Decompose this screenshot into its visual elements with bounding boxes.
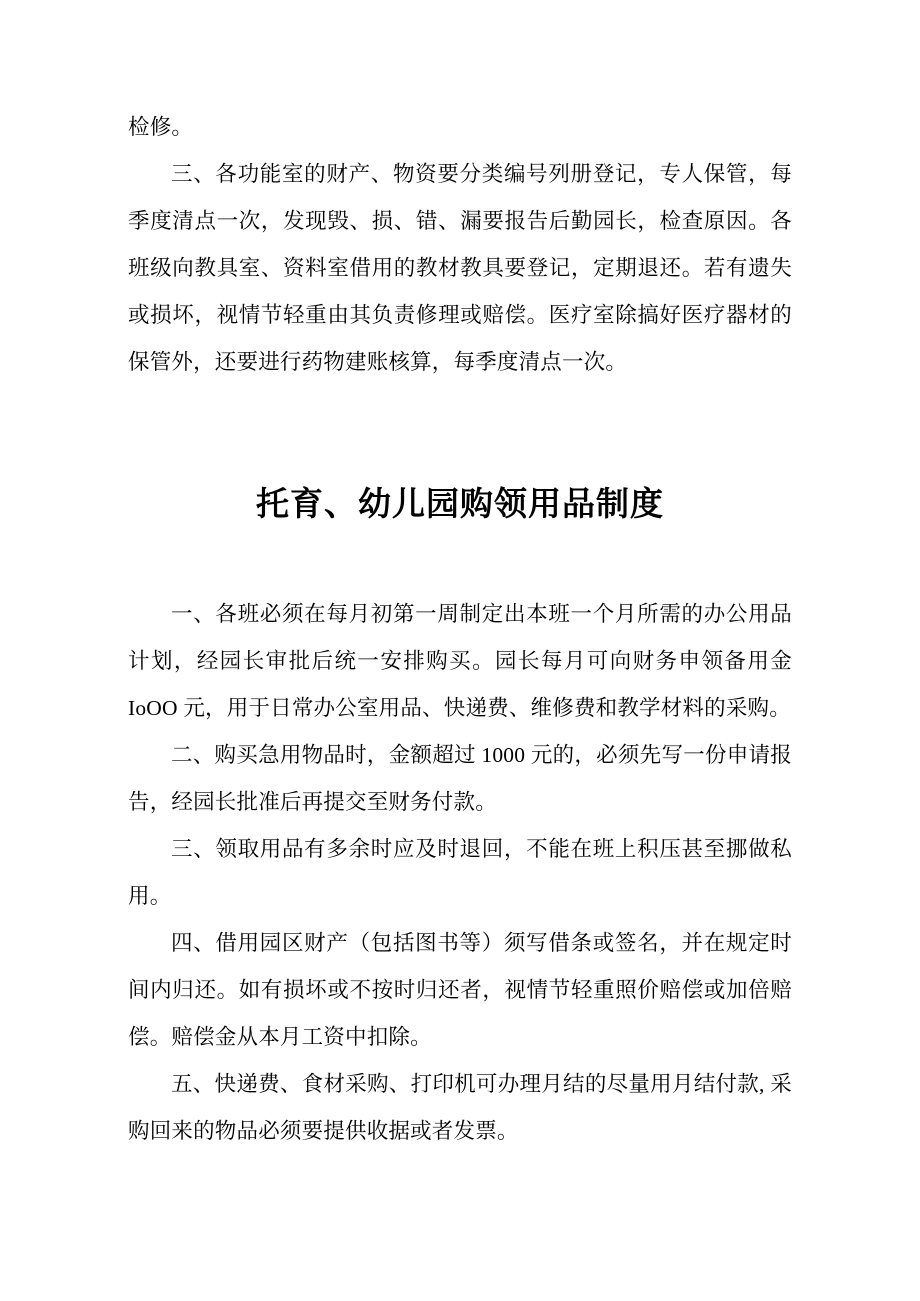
continuation-line: 检修。 [128, 115, 194, 139]
paragraph-section2-item5: 五、快递费、食材采购、打印机可办理月结的尽量用月结付款, 采购回来的物品必须要提供收据或者发票。 [128, 1072, 792, 1143]
paragraph-section2-item3: 三、领取用品有多余时应及时退回，不能在班上积压甚至挪做私用。 [128, 837, 792, 908]
paragraph-section2-item4: 四、借用园区财产（包括图书等）须写借条或签名，并在规定时间内归还。如有损坏或不按时归还者，视情节轻重照价赔偿或加倍赔偿。赔偿金从本月工资中扣除。 [128, 931, 792, 1049]
paragraph-section2-item1: 一、各班必须在每月初第一周制定出本班一个月所需的办公用品计划，经园长审批后统一安排购买。园长每月可向财务申领备用金 IoOO 元，用于日常办公室用品、快递费、维修费和教学材料的采购。 [128, 602, 792, 720]
paragraph-section1-item3: 三、各功能室的财产、物资要分类编号列册登记，专人保管，每季度清点一次，发现毁、损、错、漏要报告后勤园长，检查原因。各班级向教具室、资料室借用的教材教具要登记，定期退还。若有遗失或损坏，视情节轻重由其负责修理或赔偿。医疗室除搞好医疗器材的保管外，还要进行药物建账核算，每季度清点一次。 [128, 162, 792, 374]
document-body [128, 104, 792, 1155]
section-gap [128, 386, 792, 482]
title-gap [128, 529, 792, 591]
section-title: 托育、幼儿园购领用品制度 [256, 487, 664, 523]
paragraph-section2-item2: 二、购买急用物品时，金额超过 1000 元的，必须先写一份申请报告，经园长批准后再提交至财务付款。 [128, 743, 792, 814]
